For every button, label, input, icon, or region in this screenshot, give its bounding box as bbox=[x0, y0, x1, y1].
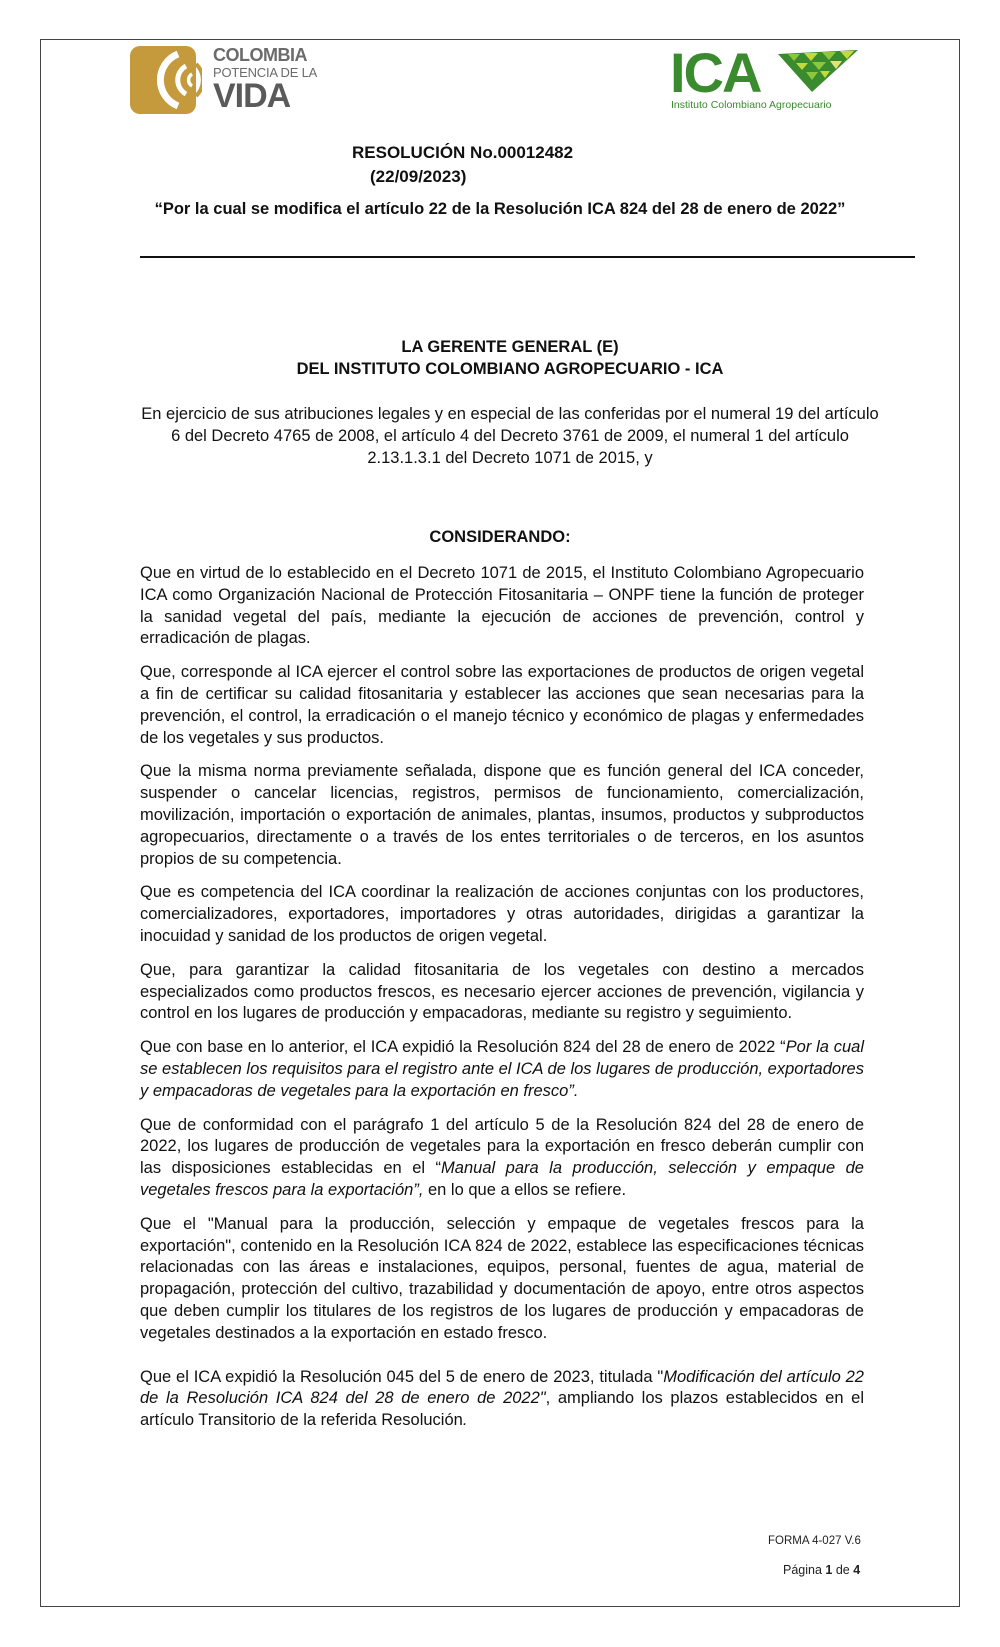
considerando-paragraph-6 bbox=[140, 1037, 864, 1102]
ica-logo bbox=[670, 41, 870, 116]
header-divider bbox=[140, 256, 915, 258]
authority-line-1: LA GERENTE GENERAL (E) bbox=[401, 338, 619, 356]
logo-text-potencia: POTENCIA DE LA bbox=[213, 65, 318, 80]
p9-text: Que el ICA expidió la Resolución 045 del 5 de enero de 2023, titulada " bbox=[140, 1367, 664, 1386]
p9-text-end: , ampliando los plazos establecidos en el artículo Transitorio de la referida Resolución bbox=[140, 1389, 864, 1430]
authority-heading bbox=[140, 336, 880, 380]
considerando-paragraph-1: Que en virtud de lo establecido en el Decreto 1071 de 2015, el Instituto Colombiano Agropecuario ICA como Organización Nacional de Protección Fitosanitaria – ONPF tiene la función de proteger la sanidad vegetal del país, mediante la ejecución de acciones de prevención, control y erradicación de plagas. bbox=[140, 564, 864, 648]
page-total: 4 bbox=[853, 1563, 861, 1577]
p7-italic-title: Manual para la producción, selección y empaque de vegetales frescos para la exportación”, bbox=[140, 1159, 864, 1199]
considerando-paragraph-8: Que el "Manual para la producción, selección y empaque de vegetales frescos para la exportación", contenido en la Resolución ICA 824 de 2022, establece las especificaciones técnicas relacionadas con las áreas e instalaciones, equipos, personal, fuentes de agua, material de propagación, protección del cultivo, trazabilidad y documentación de apoyo, entre otros aspectos que deben cumplir los titulares de los registros de los lugares de producción y empacadoras de vegetales destinados a la exportación en estado fresco. bbox=[140, 1214, 864, 1342]
authority-exercise-paragraph: En ejercicio de sus atribuciones legales y en especial de las conferidas por el numeral 19 del artículo 6 del Decreto 4765 de 2008, el artículo 4 del Decreto 3761 de 2009, el numeral 1 del artículo 2.13.1.3.1 del Decreto 1071 de 2015, y bbox=[141, 405, 879, 467]
ica-logo-letters: ICA bbox=[670, 41, 761, 104]
p9-italic-title: Modificación del artículo 22 de la Resolución ICA 824 del 28 de enero de 2022" bbox=[140, 1367, 864, 1408]
considerando-paragraph-2: Que, corresponde al ICA ejercer el control sobre las exportaciones de productos de origen vegetal a fin de certificar su calidad fitosanitaria y establecer las acciones que sean necesarias para la prevención, el control, la erradicación o el manejo técnico y económico de plagas y enfermedades de los vegetales y sus productos. bbox=[140, 663, 864, 747]
considerando-paragraph-9 bbox=[140, 1367, 864, 1432]
considerando-paragraph-7 bbox=[140, 1115, 864, 1202]
p6-text: Que con base en lo anterior, el ICA expidió la Resolución 824 del 28 de enero de 2022 “ bbox=[140, 1038, 786, 1057]
ica-logo-subtitle: Instituto Colombiano Agropecuario bbox=[671, 99, 832, 111]
p7-text: Que de conformidad con el parágrafo 1 del artículo 5 de la Resolución 824 del 28 de enero de 2022, los lugares de producción de vegetales para la exportación en fresco deberán cumplir con las disposiciones establecidas en el “ bbox=[140, 1115, 864, 1178]
colombia-potencia-logo bbox=[130, 46, 320, 114]
p6-italic-title: Por la cual se establecen los requisitos para el registro ante el ICA de los lugares de producción, exportadores y empacadoras de vegetales para la exportación en fresco”. bbox=[140, 1038, 864, 1100]
page-of: de bbox=[835, 1563, 850, 1577]
considerando-heading: CONSIDERANDO: bbox=[429, 528, 571, 546]
resolution-number: RESOLUCIÓN No.00012482 bbox=[352, 143, 574, 162]
resolution-date: (22/09/2023) bbox=[370, 167, 467, 186]
page-current: 1 bbox=[825, 1563, 833, 1577]
considerando-paragraph-3: Que la misma norma previamente señalada, dispone que es función general del ICA conceder, suspender o cancelar licencias, registros, permisos de funcionamiento, comercialización, movilización, importación o exportación de animales, plantas, insumos, productos y subproductos agropecuarios, directamente o a través de los entes territoriales o de terceros, en los asuntos propios de su competencia. bbox=[140, 762, 864, 868]
authority-line-2: DEL INSTITUTO COLOMBIANO AGROPECUARIO - ICA bbox=[296, 360, 724, 378]
form-code: FORMA 4-027 V.6 bbox=[768, 1535, 861, 1547]
p7-text-end: en lo que a ellos se refiere. bbox=[423, 1180, 627, 1199]
colombia-logo-mark-icon bbox=[130, 46, 202, 114]
page-number bbox=[783, 1563, 860, 1577]
resolution-subject: “Por la cual se modifica el artículo 22 de la Resolución ICA 824 del 28 de enero de 2022” bbox=[154, 200, 846, 218]
considerando-body bbox=[140, 563, 864, 1444]
considerando-paragraph-5: Que, para garantizar la calidad fitosanitaria de los vegetales con destino a mercados especializados como productos frescos, es necesario ejercer acciones de prevención, vigilancia y control en los lugares de producción y empacadoras, mediante su registro y seguimiento. bbox=[140, 960, 864, 1023]
page-label: Página bbox=[783, 1563, 822, 1577]
ica-leaf-icon bbox=[778, 48, 858, 92]
considerando-paragraph-4: Que es competencia del ICA coordinar la realización de acciones conjuntas con los productores, comercializadores, exportadores, importadores y otras autoridades, dirigidas a garantizar la inocuidad y sanidad de los productos de origen vegetal. bbox=[140, 883, 864, 945]
p9-italic-period: . bbox=[462, 1411, 468, 1430]
logo-text-colombia: COLOMBIA bbox=[213, 45, 307, 65]
logo-text-vida: VIDA bbox=[213, 77, 291, 115]
